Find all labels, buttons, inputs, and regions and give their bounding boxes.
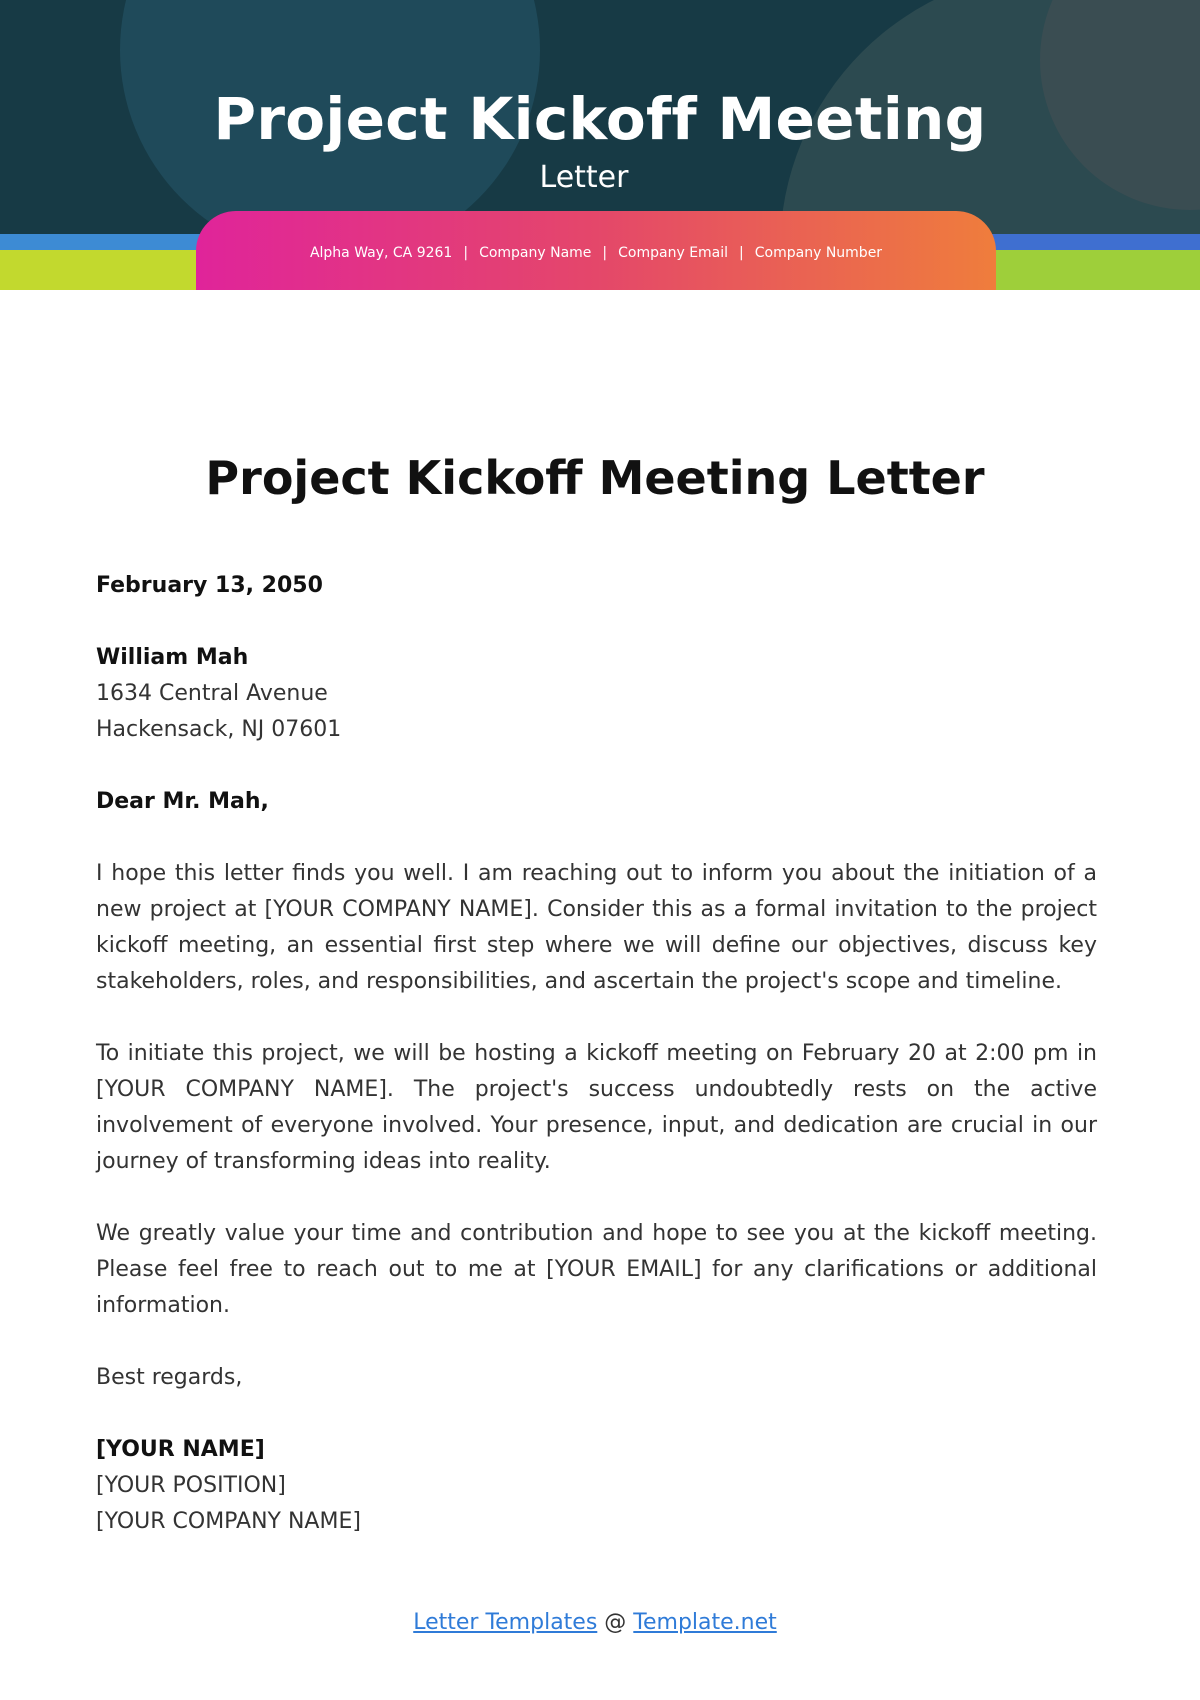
recipient-address-line1: 1634 Central Avenue xyxy=(96,681,328,706)
body-paragraph-3: We greatly value your time and contribution and hope to see you at the kickoff meeting. Please feel free to reach out to me at [YOUR EMAIL] for any clarifications or additional information. xyxy=(96,1221,1097,1318)
accent-strip-lime-left xyxy=(0,250,200,290)
contact-company-name: Company Name xyxy=(479,245,592,261)
letter-templates-link[interactable]: Letter Templates xyxy=(413,1610,598,1635)
recipient-address-line2: Hackensack, NJ 07601 xyxy=(96,717,342,742)
closing: Best regards, xyxy=(96,1365,243,1390)
contact-company-email: Company Email xyxy=(618,245,729,261)
signature-company: [YOUR COMPANY NAME] xyxy=(96,1509,361,1534)
accent-strip-blue-left xyxy=(0,234,200,250)
footer-at: @ xyxy=(604,1610,627,1635)
contact-band xyxy=(196,211,996,290)
banner-subtitle: Letter xyxy=(539,160,629,195)
body-paragraph-2: To initiate this project, we will be hosting a kickoff meeting on February 20 at 2:00 pm in [YOUR COMPANY NAME]. The project's success undoubtedly rests on the active involvement of everyone involved. Your presence, input, and dedication are crucial in our journey of transforming ideas into reality. xyxy=(96,1041,1097,1174)
footer-links xyxy=(0,1610,1190,1635)
contact-separator: | xyxy=(739,245,744,261)
contact-address: Alpha Way, CA 9261 xyxy=(309,245,453,261)
salutation: Dear Mr. Mah, xyxy=(96,789,269,814)
signature-name: [YOUR NAME] xyxy=(96,1437,265,1462)
banner-title: Project Kickoff Meeting xyxy=(213,85,987,153)
recipient-name: William Mah xyxy=(96,645,249,670)
accent-strip-lime-right xyxy=(990,250,1200,290)
contact-separator: | xyxy=(463,245,469,261)
template-net-link[interactable]: Template.net xyxy=(633,1610,777,1635)
body-paragraph-1: I hope this letter finds you well. I am reaching out to inform you about the initiation of a new project at [YOUR COMPANY NAME]. Consider this as a formal invitation to the project kickoff meeting, an essential first step where we will define our objectives, discuss key stakeholders, roles, and responsibilities, and ascertain the project's scope and timeline. xyxy=(96,861,1097,994)
contact-separator: | xyxy=(602,245,608,261)
contact-company-number: Company Number xyxy=(754,245,883,261)
accent-strip-blue-right xyxy=(990,234,1200,250)
document-title: Project Kickoff Meeting Letter xyxy=(205,451,985,505)
letter-date: February 13, 2050 xyxy=(96,573,323,598)
letterhead-banner xyxy=(0,0,1200,290)
letter-body xyxy=(96,568,1097,1540)
signature-position: [YOUR POSITION] xyxy=(96,1473,286,1498)
contact-row xyxy=(196,245,996,261)
